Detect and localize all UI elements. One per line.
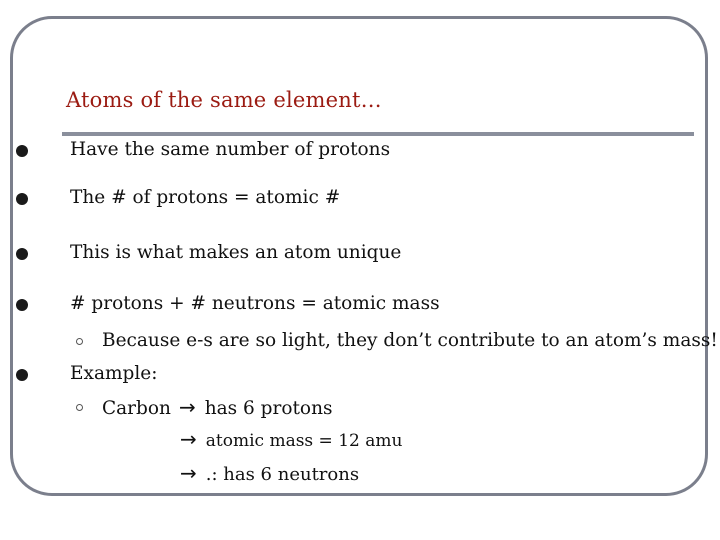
bullet-text: The # of protons = atomic #	[70, 187, 341, 208]
right-arrow-icon: →	[180, 427, 197, 451]
sub-bullet-example	[102, 395, 332, 421]
bullet-dot-icon	[16, 193, 28, 205]
bullet-item	[16, 362, 696, 386]
bullet-dot-icon	[16, 145, 28, 157]
bullet-item	[16, 186, 696, 210]
example-fact: has 6 protons	[204, 398, 333, 419]
bullet-text: # protons + # neutrons = atomic mass	[70, 293, 440, 314]
bullet-item	[16, 292, 696, 316]
example-element-name: Carbon	[102, 398, 171, 419]
bullet-dot-icon	[16, 248, 28, 260]
bullet-text: Have the same number of protons	[70, 139, 391, 160]
bullet-dot-icon	[16, 299, 28, 311]
slide-title: Atoms of the same element…	[66, 88, 382, 112]
right-arrow-icon: →	[180, 461, 197, 485]
bullet-dot-icon	[16, 369, 28, 381]
right-arrow-icon: →	[178, 395, 196, 419]
bullet-item	[16, 241, 696, 265]
title-underline	[62, 132, 694, 136]
bullet-text: Example:	[70, 363, 158, 384]
bullet-text: This is what makes an atom unique	[70, 242, 402, 263]
sub-bullet-text: Because e-s are so light, they don’t contribute to an atom’s mass!	[102, 330, 718, 351]
continuation-line	[180, 461, 359, 485]
sub-bullet-ring-icon	[76, 338, 83, 345]
continuation-text: atomic mass = 12 amu	[205, 431, 403, 451]
bullet-item	[16, 138, 696, 162]
continuation-line	[180, 427, 402, 451]
sub-bullet-ring-icon	[76, 404, 83, 411]
continuation-text: .: has 6 neutrons	[205, 464, 360, 485]
